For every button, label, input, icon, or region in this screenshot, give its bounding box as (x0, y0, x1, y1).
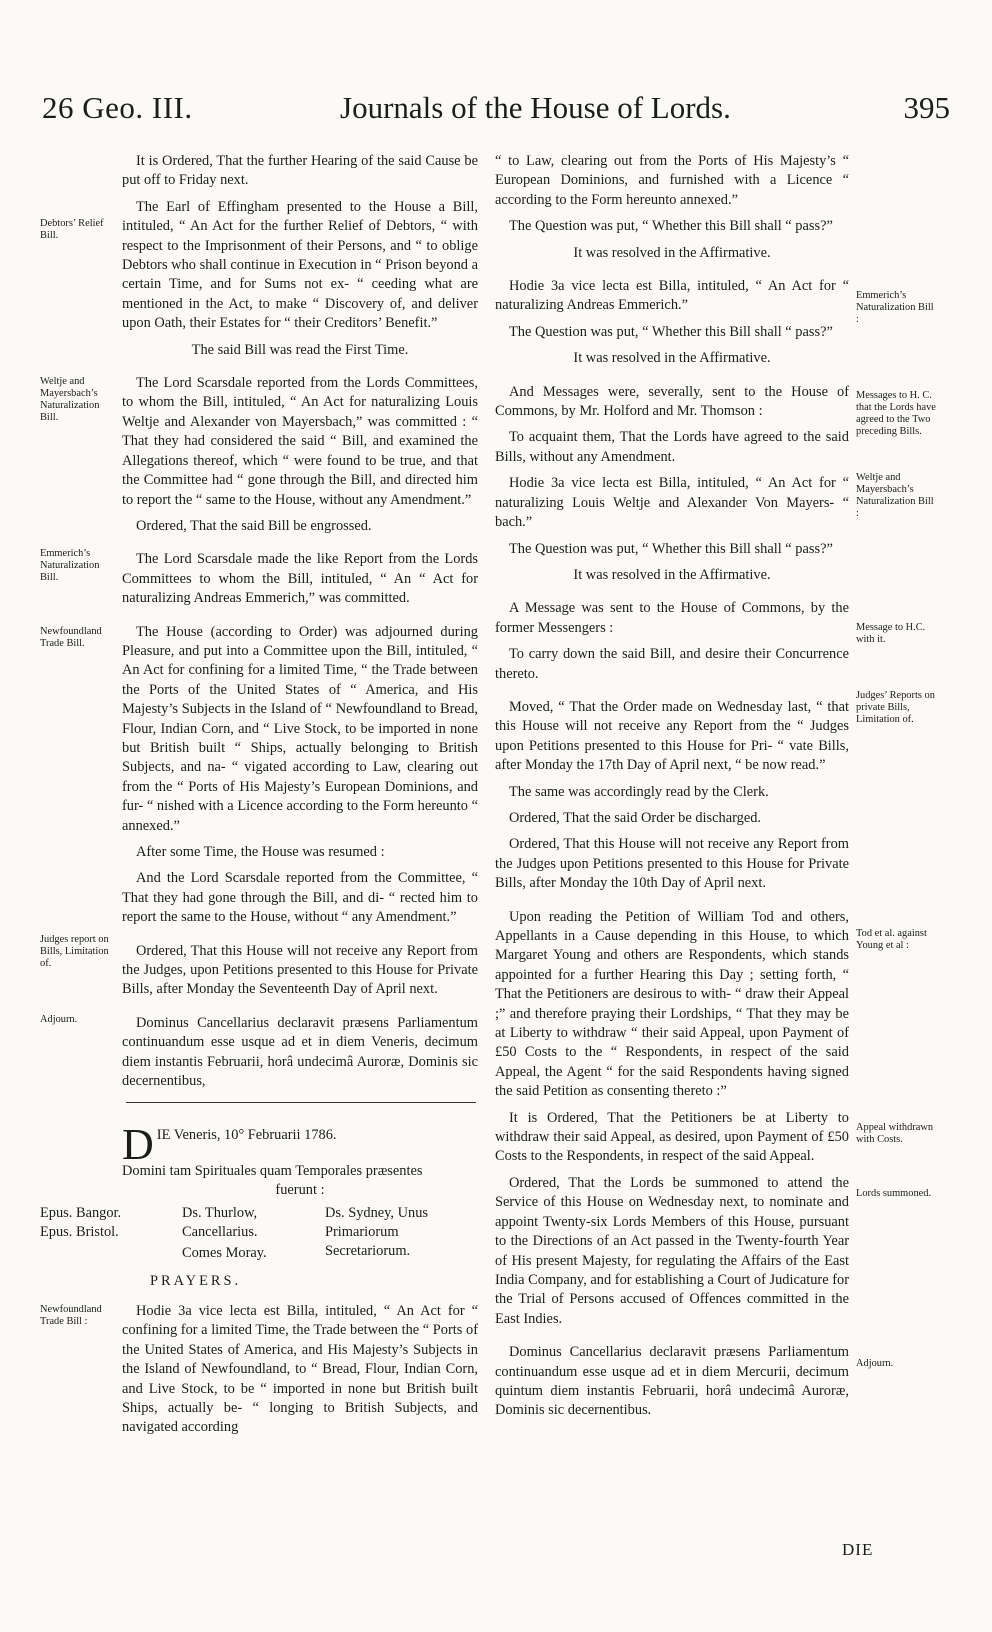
lord-sydney: Ds. Sydney, Unus Primariorum Secretariorum. (325, 1205, 429, 1259)
paragraph: It was resolved in the Affirmative. (573, 566, 771, 583)
left-column (122, 152, 478, 1098)
paragraph: Ordered, That this House will not receive any Report from the Judges, upon Petitions presented to this House for Private Bills, after Monday the Seventeenth Day of April next. (122, 942, 478, 998)
paragraph: The Lord Scarsdale made the like Report from the Lords Committees to whom the Bill, intituled, “ An “ Act for naturalizing Andreas Emmerich,” was committed. (122, 551, 478, 607)
paragraph: It was resolved in the Affirmative. (573, 350, 771, 367)
journal-title: Journals of the House of Lords. (340, 90, 731, 125)
margin-note: Tod et al. against Young et al : (856, 928, 927, 951)
margin-note: Weltje and Mayersbach’s Naturalization Bill : (856, 472, 934, 519)
paragraph: Hodie 3a vice lecta est Billa, intituled, “ An Act for “ naturalizing Andreas Emmerich.” (495, 278, 849, 314)
paragraph: Hodie 3a vice lecta est Billa, intituled, “ An Act for “ confining for a limited Time, the Trade between the “ Ports of the United States of America, and His Majesty’s Subjects in the Island of Newfoundland, to “ Bread, Flour, Indian Corn, and Live Stock, to be “ imported in none but British built Ships, actually be- “ longing to British Subjects, and navigated according (122, 1303, 478, 1436)
paragraph: A Message was sent to the House of Commons, by the former Messengers : (495, 600, 849, 636)
margin-note: Adjourn. (40, 1014, 78, 1025)
paragraph: Ordered, That the Lords be summoned to attend the Service of this House on Wednesday next, to nominate and appoint Twenty-six Lords Members of this House, pursuant to the Directions of an Act passed in the Twenty-fourth Year of His present Majesty, for regulating the Affairs of the East India Company, and for establishing a Court of Judicature for the Trial of Persons accused of Offences committed in the East Indies. (495, 1174, 849, 1327)
margin-note: Lords summoned. (856, 1188, 932, 1199)
paragraph: The Lord Scarsdale reported from the Lords Committees, to whom the Bill, intituled, “ An Act for naturalizing Louis Weltje and Alexander von Mayersbach,” was committed : “ That they had considered the said “ Bill, and examined the Allegations thereof, which “ were found to be true, and that the Committee had “ gone through the Bill, and directed him to report the “ same to the House, without any Amendment.” (122, 375, 478, 508)
paragraph: The Question was put, “ Whether this Bill shall “ pass?” (509, 323, 833, 340)
paragraph: Ordered, That the said Bill be engrossed. (136, 517, 372, 534)
page-number: 395 (903, 90, 950, 125)
margin-note: Judges report on Bills, Limitation of. (40, 934, 109, 969)
present-line (122, 1162, 478, 1200)
margin-note: Judges’ Reports on private Bills, Limitation of. (856, 690, 935, 725)
paragraph: To acquaint them, That the Lords have agreed to the said Bills, without any Amendment. (495, 429, 849, 465)
paragraph: Dominus Cancellarius declaravit præsens Parliamentum continuandum esse usque ad et in diem Veneris, decimum diem instantis Februarii, horâ undecimâ Auroræ, Dominis sic decernentibus, (122, 1014, 478, 1090)
paragraph: Dominus Cancellarius declaravit præsens Parliamentum continuandum esse usque ad et in diem Mercurii, decimum quintum diem instantis Februarii, horâ undecimâ Auroræ, Dominis sic decernentibus. (495, 1344, 849, 1419)
paragraph: The House (according to Order) was adjourned during Pleasure, and put into a Committee upon the Bill, intituled, “ An Act for confining for a limited Time, “ the Trade between the Ports of the United States of “ America, and His Majesty’s Subjects in the Island of “ Newfoundland to Bread, Flour, Indian Corn, and “ Live Stock, to be imported in none but British built “ Ships, actually belonging to British Subjects, and na- “ vigated according to Law, clearing out from the “ Ports of His Majesty’s European Dominions, and fur- “ nished with a Licence according to the Form hereunto “ annexed.” (122, 623, 478, 834)
present-line-1: Domini tam Spirituales quam Temporales præsentes (122, 1163, 423, 1179)
margin-note: Emmerich’s Naturalization Bill : (856, 290, 934, 325)
paragraph: The said Bill was read the First Time. (191, 341, 409, 358)
paragraph: It is Ordered, That the further Hearing of the said Cause be put off to Friday next. (122, 153, 478, 189)
paragraph: And Messages were, severally, sent to the House of Commons, by Mr. Holford and Mr. Thomson : (495, 383, 849, 420)
drop-cap: D (122, 1120, 154, 1169)
margin-note: Message to H.C. with it. (856, 622, 926, 645)
paragraph: The Question was put, “ Whether this Bill shall “ pass?” (509, 218, 833, 235)
bishop-2: Epus. Bristol. (40, 1224, 119, 1240)
present-line-2: fuerunt : (275, 1182, 325, 1198)
catchword: DIE (842, 1540, 874, 1559)
margin-note: Emmerich’s Naturalization Bill. (40, 548, 100, 583)
left-column-bottom (122, 1302, 478, 1445)
paragraph: It was resolved in the Affirmative. (573, 244, 771, 261)
margin-note: Adjourn. (856, 1358, 894, 1369)
sitting-date: IE Veneris, 10° Februarii 1786. (156, 1127, 337, 1143)
margin-note: Newfoundland Trade Bill. (40, 626, 102, 649)
bishop-1: Epus. Bangor. (40, 1205, 122, 1221)
paragraph: Moved, “ That the Order made on Wednesday last, “ that this House will not receive any Report from the “ Judges upon Petitions presented to this House for Pri- “ vate Bills, after Monday the 17th Day of April next, “ be now read.” (495, 698, 849, 774)
paragraph: Ordered, That the said Order be discharged. (509, 809, 762, 826)
prayers-heading: PRAYERS. (150, 1273, 242, 1289)
paragraph: Hodie 3a vice lecta est Billa, intituled, “ An Act for “ naturalizing Louis Weltje and Alexander Von Mayers- “ bach.” (495, 475, 849, 531)
right-column (495, 152, 849, 1428)
paragraph: Ordered, That this House will not receive any Report from the Judges upon Petitions presented to this House for Private Bills, after Monday the 10th Day of April next. (495, 836, 849, 892)
paragraph: The same was accordingly read by the Clerk. (509, 783, 769, 800)
margin-note: Appeal withdrawn with Costs. (856, 1122, 934, 1145)
lord-thurlow: Ds. Thurlow, Cancellarius. (182, 1205, 258, 1240)
regnal-year: 26 Geo. III. (42, 90, 193, 125)
paragraph: After some Time, the House was resumed : (136, 844, 385, 860)
paragraph: It is Ordered, That the Petitioners be at Liberty to withdraw their said Appeal, as desired, upon Payment of £50 Costs to the Respondents, in respect of the said Appeal. (495, 1109, 849, 1165)
margin-note: Weltje and Mayersbach’s Naturalization Bill. (40, 376, 100, 423)
paragraph: Upon reading the Petition of William Tod and others, Appellants in a Cause depending in this House, to which Margaret Young and others are Respondents, which stands appointed for a further Hearing this Day ; setting forth, “ That the Petitioners are desirous to with- “ draw their Appeal ;” and therefore praying their Lordships, “ That they may be at Liberty to withdraw “ their said Appeal, upon Payment of £50 Costs to the “ Respondents, in respect of the said Appeal, the Agent “ for the said Respondents having signed the said Petition as consenting thereto :” (495, 908, 849, 1100)
paragraph: “ to Law, clearing out from the Ports of His Majesty’s “ European Dominions, and furnished with a Licence “ according to the Form hereunto annexed.” (495, 153, 849, 208)
paragraph: And the Lord Scarsdale reported from the Committee, “ That they had gone through the Bill, and di- “ rected him to report the same to the House, without “ any Amendment.” (122, 870, 478, 926)
bishops-list (40, 1204, 130, 1242)
paragraph: To carry down the said Bill, and desire their Concurrence thereto. (495, 646, 849, 682)
margin-note: Messages to H. C. that the Lords have agreed to the Two preceding Bills. (856, 390, 936, 437)
paragraph: The Earl of Effingham presented to the House a Bill, intituled, “ An Act for the further Relief of Debtors, “ with respect to the Imprisonment of their Persons, and “ to oblige Debtors who shall continue in Execution in “ Prison beyond a certain Time, and for Sums not ex- “ ceeding what are mentioned in the Act, to make “ Discovery of, and deliver upon Oath, their Estates for “ their Creditors’ Benefit.” (122, 198, 478, 332)
margin-note: Debtors’ Relief Bill. (40, 218, 104, 241)
section-divider (126, 1102, 476, 1103)
comes-moray: Comes Moray. (182, 1245, 267, 1261)
paragraph: The Question was put, “ Whether this Bill shall “ pass?” (509, 540, 833, 557)
margin-note: Newfoundland Trade Bill : (40, 1304, 102, 1327)
page-header (40, 88, 950, 138)
die-heading (122, 1120, 478, 1169)
